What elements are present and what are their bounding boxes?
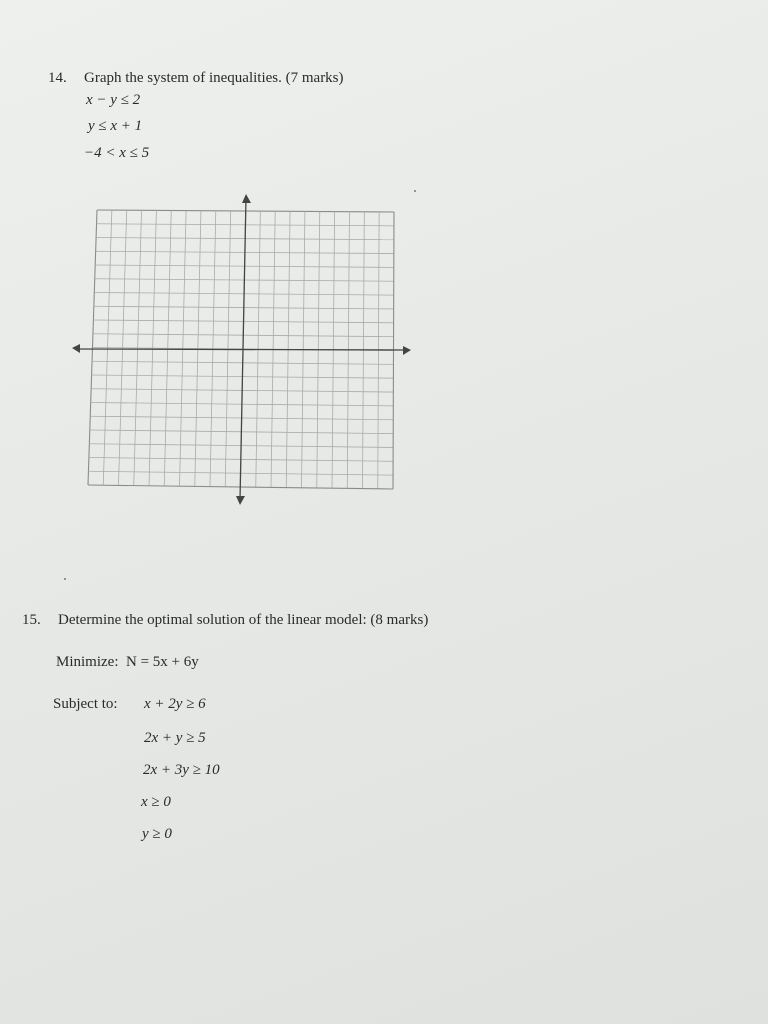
x-axis <box>76 349 408 350</box>
question-14-inequality-1: x − y ≤ 2 <box>86 92 141 108</box>
question-15-constraint-3: 2x + 3y ≥ 10 <box>143 762 220 778</box>
question-15-constraint-2: 2x + y ≥ 5 <box>144 730 206 746</box>
axes <box>72 194 411 505</box>
x-axis-left-arrow-icon <box>72 344 80 353</box>
x-axis-right-arrow-icon <box>403 346 411 355</box>
question-15-constraint-1: x + 2y ≥ 6 <box>144 696 206 712</box>
question-15-constraint-5: y ≥ 0 <box>142 826 172 842</box>
question-14-prompt: Graph the system of inequalities. (7 marks) <box>84 70 344 86</box>
question-15-subject-to-label: Subject to: <box>53 696 118 712</box>
question-14-inequality-2: y ≤ x + 1 <box>88 118 143 134</box>
y-axis-down-arrow-icon <box>236 496 245 505</box>
y-axis-up-arrow-icon <box>242 194 251 203</box>
question-15-prompt: Determine the optimal solution of the linear model: (8 marks) <box>58 612 429 628</box>
stray-mark <box>64 578 66 580</box>
question-15-constraint-4: x ≥ 0 <box>141 794 171 810</box>
stray-mark <box>414 190 416 192</box>
question-14-number: 14. <box>48 70 67 86</box>
question-14-inequality-3: −4 < x ≤ 5 <box>84 145 150 161</box>
question-15-objective: Minimize: N = 5x + 6y <box>56 654 199 670</box>
question-15-number: 15. <box>22 612 41 628</box>
